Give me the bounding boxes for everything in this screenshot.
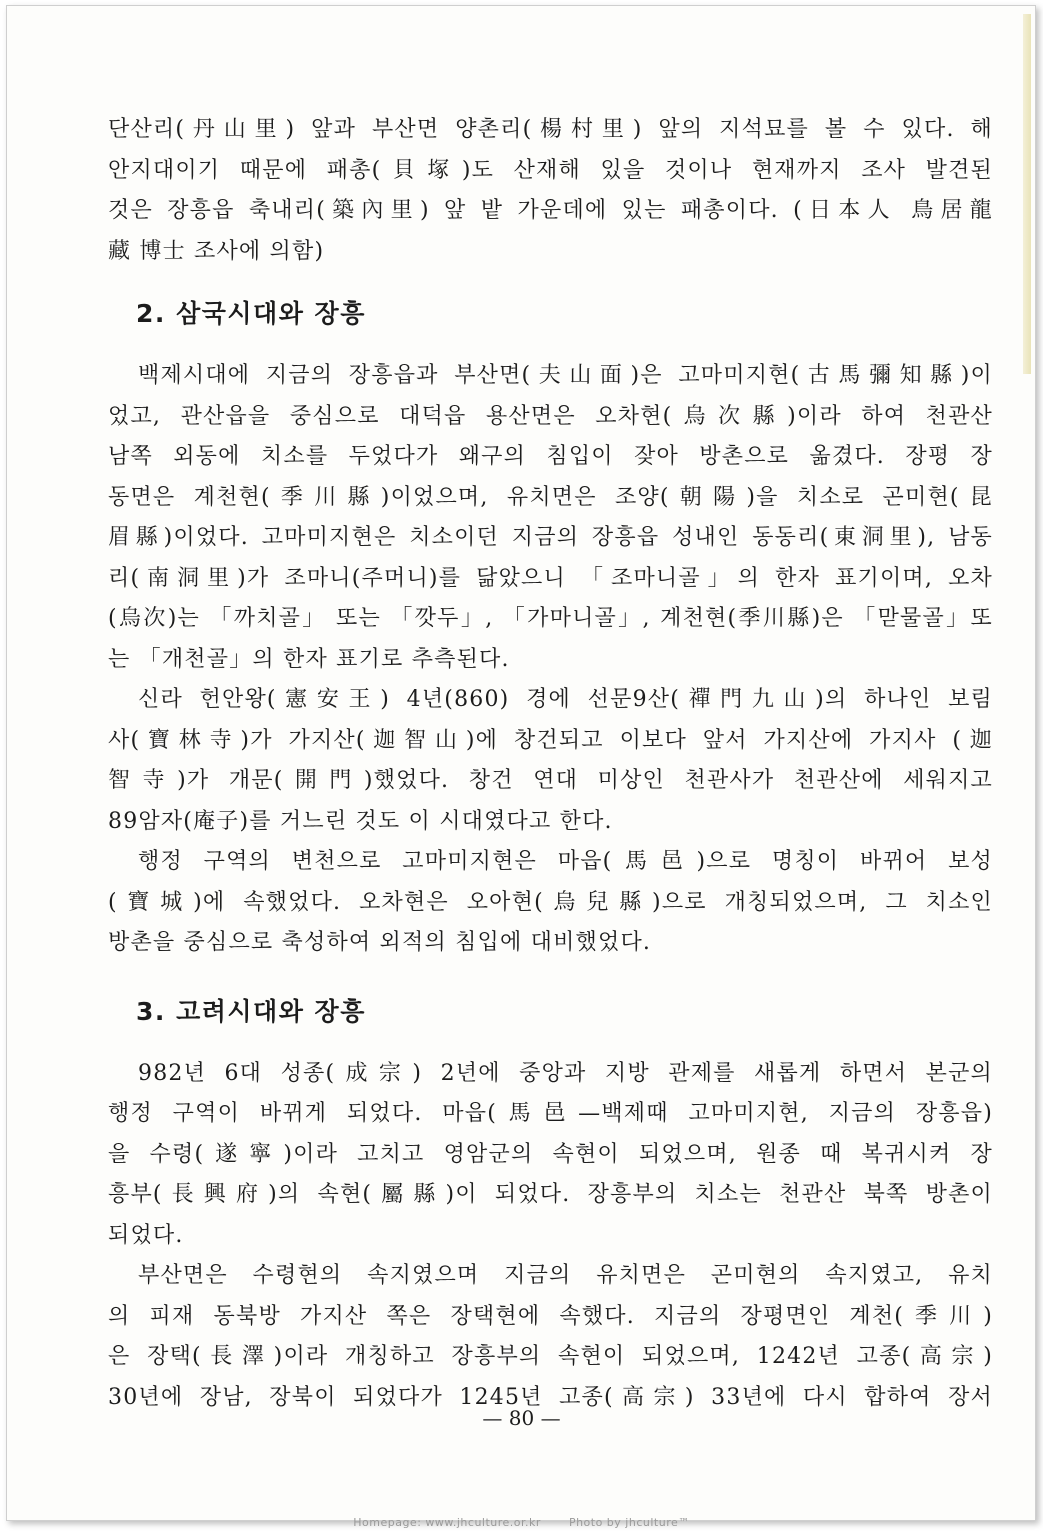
text-line: 30년에 장남, 장북이 되었다가 1245년 고종(高宗) 33년에 다시 합하여 장서 <box>108 1384 993 1410</box>
section2-paragraph-3 <box>108 842 993 964</box>
section-heading-2: 2. 삼국시대와 장흥 <box>136 299 366 328</box>
text-line: 智寺)가 개문(開門)했었다. 창건 연대 미상인 천관사가 천관산에 세워지고 <box>108 768 993 793</box>
text-line: 는 「개천골」의 한자 표기로 추측된다. <box>108 646 510 672</box>
text-line: 었고, 관산읍을 중심으로 대덕읍 용산면은 오차현(烏次縣)이라 하여 천관산 <box>108 403 993 429</box>
text-line: 동면은 계천현(季川縣)이었으며, 유치면은 조양(朝陽)을 치소로 곤미현(昆 <box>108 484 993 510</box>
text-line: 안지대이기 때문에 패총(貝塚)도 산재해 있을 것이나 현재까지 조사 발견된 <box>108 157 993 183</box>
paper-edge <box>1023 14 1031 374</box>
text-line: 신라 헌안왕(憲安王) 4년(860) 경에 선문9산(禪門九山)의 하나인 보림 <box>138 687 993 712</box>
text-line: 행정 구역의 변천으로 고마미지현은 마읍(馬邑)으로 명칭이 바뀌어 보성 <box>138 849 993 874</box>
text-line: 것은 장흥읍 축내리(築內里) 앞 밭 가운데에 있는 패총이다. (日本人 鳥居龍 <box>108 198 993 223</box>
text-line: 방촌을 중심으로 축성하여 외적의 침입에 대비했었다. <box>108 930 652 955</box>
text-line: 眉縣)이었다. 고마미지현은 치소이던 지금의 장흥읍 성내인 동동리(東洞里), 남동 <box>108 525 993 550</box>
text-line: 리(南洞里)가 조마니(주머니)를 닮았으니 「조마니골」의 한자 표기이며, 오차 <box>108 565 993 591</box>
text-line: 되었다. <box>108 1222 184 1248</box>
text-line: (寶城)에 속했었다. 오차현은 오아현(烏兒縣)으로 개칭되었으며, 그 치소인 <box>108 889 993 915</box>
page-number: — 80 — <box>482 1406 561 1430</box>
text-line: 흥부(長興府)의 속현(屬縣)이 되었다. 장흥부의 치소는 천관산 북쪽 방촌이 <box>108 1182 993 1207</box>
text-line: 의 피재 동북방 가지산 쪽은 장택현에 속했다. 지금의 장평면인 계천(季川) <box>108 1303 993 1329</box>
text-line: 을 수령(遂寧)이라 고치고 영암군의 속현이 되었으며, 원종 때 복귀시켜 장 <box>108 1141 993 1167</box>
text-line: 행정 구역이 바뀌게 되었다. 마읍(馬邑—백제때 고마미지현, 지금의 장흥읍) <box>108 1101 993 1126</box>
intro-paragraph <box>108 110 993 272</box>
footer-homepage: Homepage: www.jhculture.or.kr <box>353 1516 541 1529</box>
text-line: 사(寶林寺)가 가지산(迦智山)에 창건되고 이보다 앞서 가지산에 가지사 (迦 <box>108 727 993 753</box>
text-line: 89암자(庵子)를 거느린 것도 이 시대였다고 한다. <box>108 808 613 834</box>
section2-paragraph-1 <box>108 356 993 680</box>
section-heading-3: 3. 고려시대와 장흥 <box>136 996 366 1026</box>
text-line: 부산면은 수령현의 속지였으며 지금의 유치면은 곤미현의 속지였고, 유치 <box>138 1263 993 1288</box>
text-line: 단산리(丹山里) 앞과 부산면 양촌리(楊村里) 앞의 지석묘를 볼 수 있다. 해 <box>108 117 993 142</box>
footer-photo-credit: Photo by jhculture™ <box>568 1516 690 1529</box>
section3-paragraph-1 <box>108 1054 993 1257</box>
section3-paragraph-2 <box>108 1256 993 1418</box>
footer <box>0 1516 1043 1529</box>
text-line: 982년 6대 성종(成宗) 2년에 중앙과 지방 관제를 새롭게 하면서 본군의 <box>138 1060 993 1086</box>
document-body <box>108 110 993 1418</box>
text-line: 藏 博士 조사에 의함) <box>108 238 325 264</box>
text-line: 백제시대에 지금의 장흥읍과 부산면(夫山面)은 고마미지현(古馬彌知縣)이 <box>138 363 993 388</box>
text-line: 은 장택(長澤)이라 개칭하고 장흥부의 속현이 되었으며, 1242년 고종(高宗) <box>108 1344 993 1369</box>
section2-paragraph-2 <box>108 680 993 842</box>
text-line: 남쪽 외동에 치소를 두었다가 왜구의 침입이 잦아 방촌으로 옮겼다. 장평 장 <box>108 444 993 469</box>
text-line: (烏次)는 「까치골」 또는 「깟두」, 「가마니골」, 계천현(季川縣)은 「맏물골」또 <box>108 606 993 631</box>
